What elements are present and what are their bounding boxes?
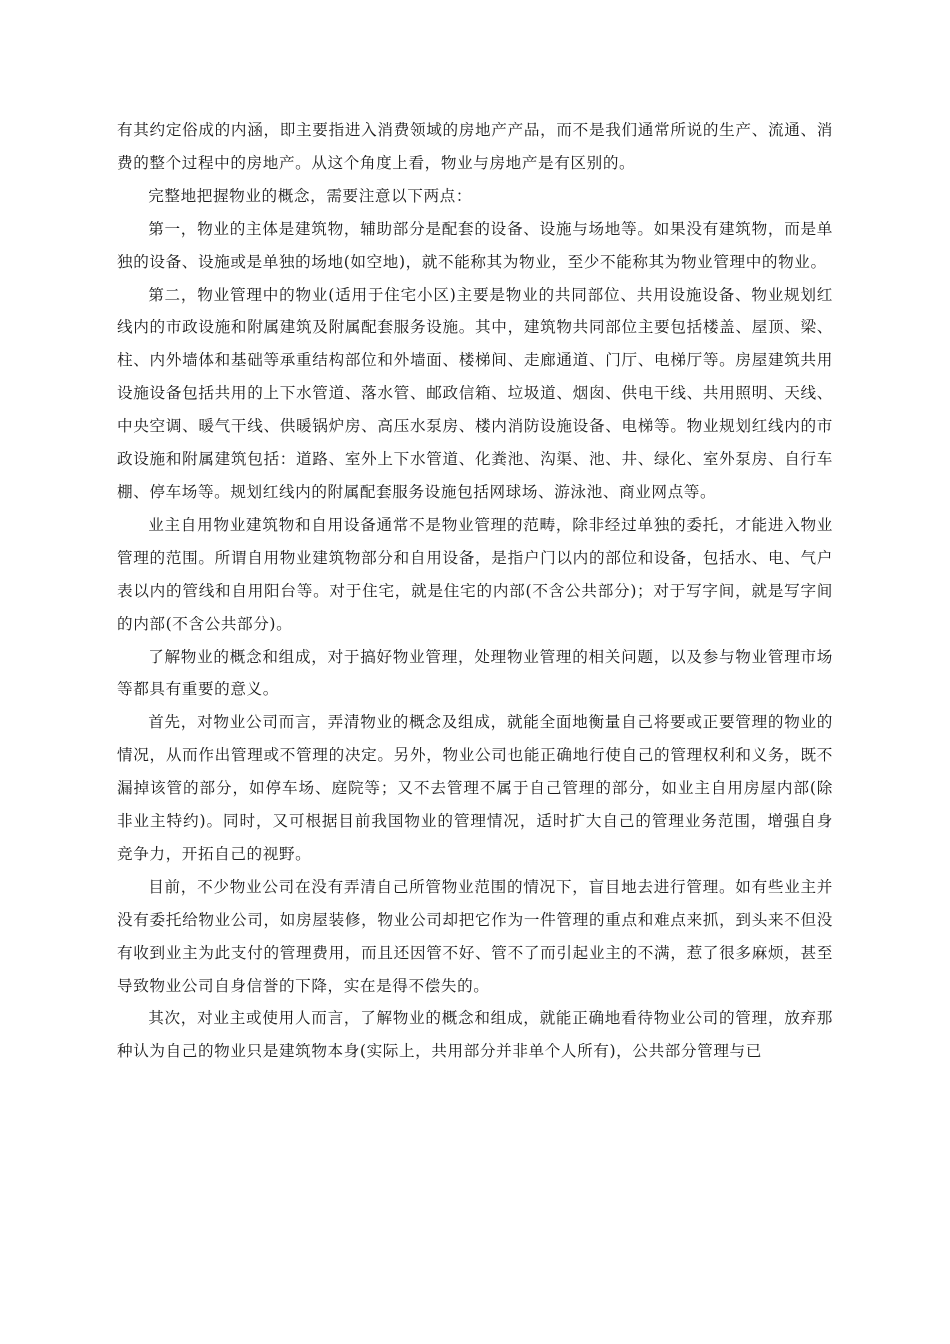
paragraph-first-point: 第一，物业的主体是建筑物，辅助部分是配套的设备、设施与场地等。如果没有建筑物，而是单独的设备、设施或是单独的场地(如空地)，就不能称其为物业，至少不能称其为物业管理中的物业。: [117, 219, 833, 271]
paragraph-continuation: 有其约定俗成的内涵，即主要指进入消费领域的房地产产品，而不是我们通常所说的生产、流通、消费的整个过程中的房地产。从这个角度上看，物业与房地产是有区别的。: [117, 121, 833, 172]
paragraph-secondly-owner: 其次，对业主或使用人而言，了解物业的概念和组成，就能正确地看待物业公司的管理，放弃那种认为自己的物业只是建筑物本身(实际上，共用部分并非单个人所有)，公共部分管理与已: [117, 1009, 833, 1061]
document-body: [117, 114, 833, 1068]
paragraph-second-point: 第二，物业管理中的物业(适用于住宅小区)主要是物业的共同部位、共用设施设备、物业规划红线内的市政设施和附属建筑及附属配套服务设施。其中，建筑物共同部位主要包括楼盖、屋顶、梁、柱、内外墙体和基础等承重结构部位和外墙面、楼梯间、走廊通道、门厅、电梯厅等。房屋建筑共用设施设备包括共用的上下水管道、落水管、邮政信箱、垃圾道、烟囱、供电干线、共用照明、天线、中央空调、暖气干线、供暖锅炉房、高压水泵房、楼内消防设施设备、电梯等。物业规划红线内的市政设施和附属建筑包括：道路、室外上下水管道、化粪池、沟渠、池、井、绿化、室外泵房、自行车棚、停车场等。规划红线内的附属配套服务设施包括网球场、游泳池、商业网点等。: [117, 285, 833, 501]
paragraph-two-points-intro: 完整地把握物业的概念，需要注意以下两点：: [148, 186, 473, 205]
paragraph-firstly-company: 首先，对物业公司而言，弄清物业的概念及组成，就能全面地衡量自己将要或正要管理的物业的情况，从而作出管理或不管理的决定。另外，物业公司也能正确地行使自己的管理权利和义务，既不漏掉该管的部分，如停车场、庭院等；又不去管理不属于自己管理的部分，如业主自用房屋内部(除非业主特约)。同时，又可根据目前我国物业的管理情况，适时扩大自己的管理业务范围，增强自身竞争力，开拓自己的视野。: [117, 713, 833, 863]
paragraph-significance: 了解物业的概念和组成，对于搞好物业管理，处理物业管理的相关问题，以及参与物业管理市场等都具有重要的意义。: [117, 647, 833, 699]
paragraph-owner-self-use: 业主自用物业建筑物和自用设备通常不是物业管理的范畴，除非经过单独的委托，才能进入物业管理的范围。所谓自用物业建筑物部分和自用设备，是指户门以内的部位和设备，包括水、电、气户表以内的管线和自用阳台等。对于住宅，就是住宅的内部(不含公共部分)；对于写字间，就是写字间的内部(不含公共部分)。: [117, 515, 833, 633]
paragraph-current-situation: 目前，不少物业公司在没有弄清自己所管物业范围的情况下，盲目地去进行管理。如有些业主并没有委托给物业公司，如房屋装修，物业公司却把它作为一件管理的重点和难点来抓，到头来不但没有收到业主为此支付的管理费用，而且还因管不好、管不了而引起业主的不满，惹了很多麻烦，甚至导致物业公司自身信誉的下降，实在是得不偿失的。: [117, 877, 833, 995]
